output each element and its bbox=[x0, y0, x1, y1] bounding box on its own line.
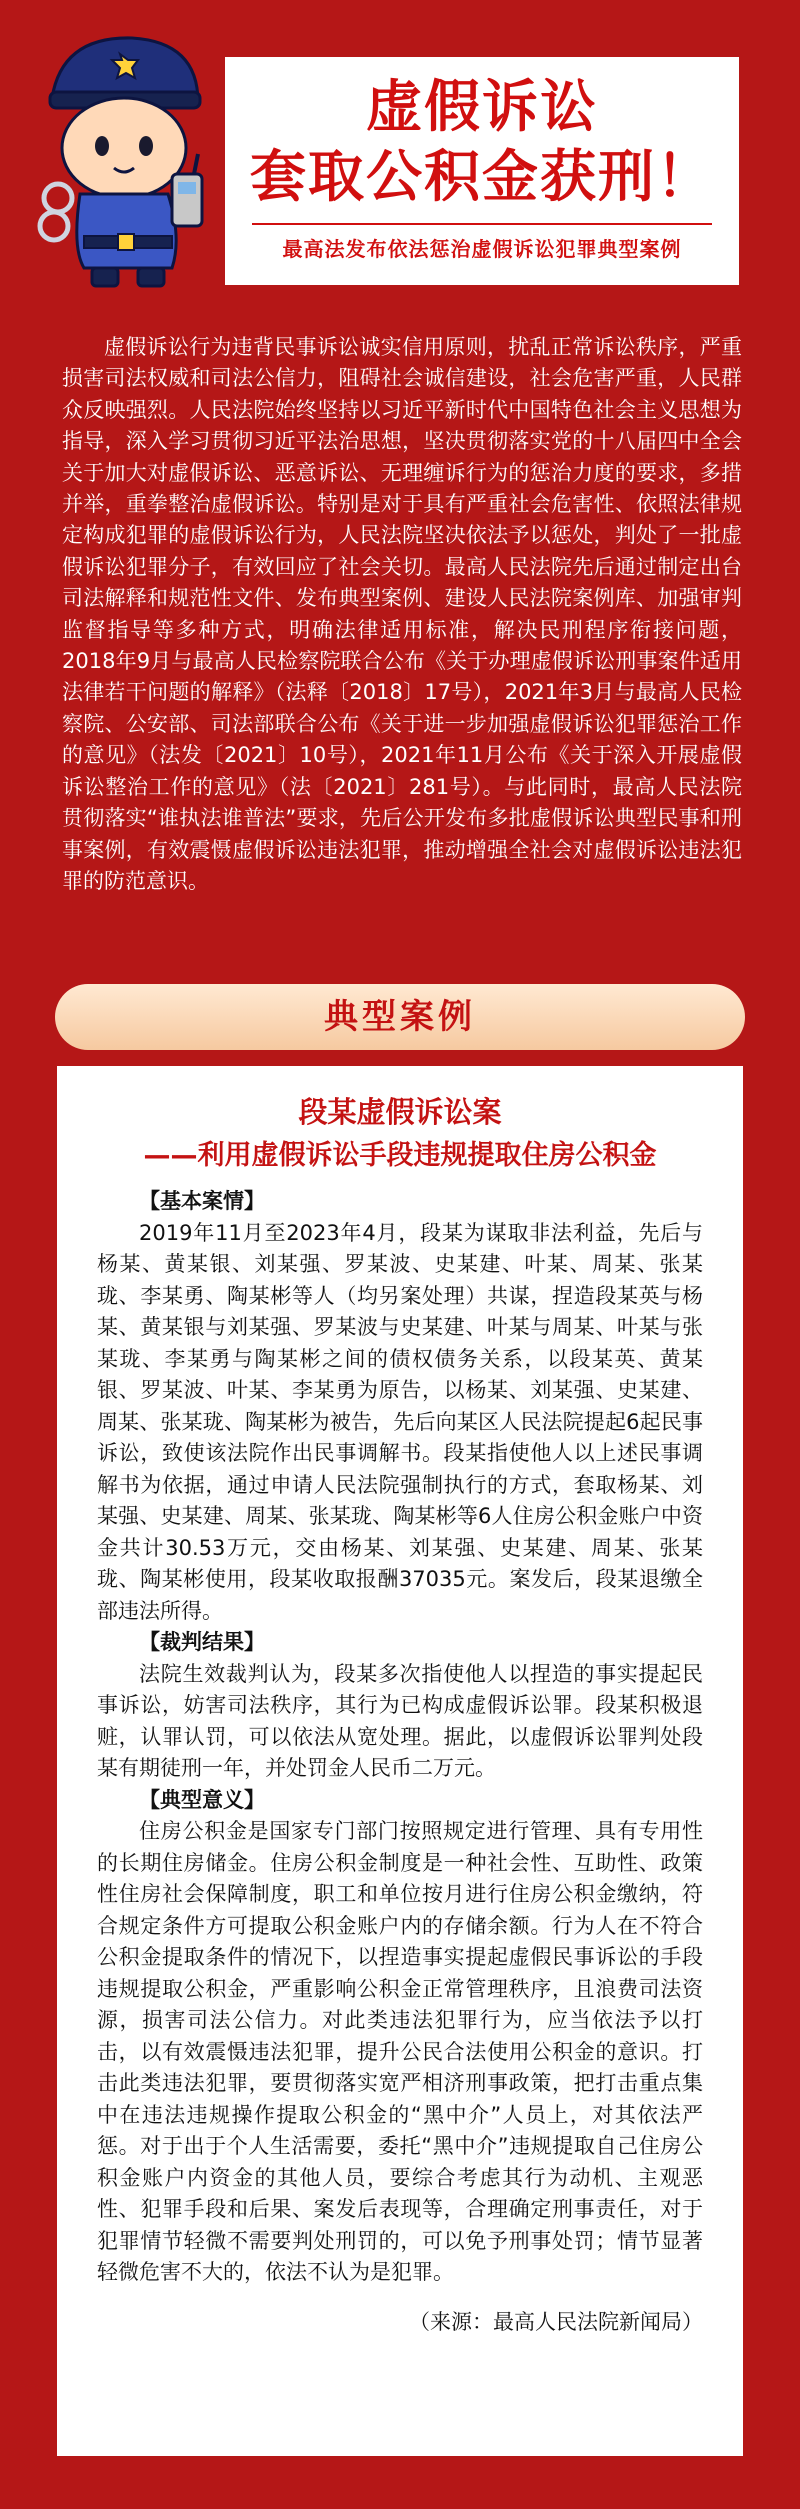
basic-facts-heading: 【基本案情】 bbox=[139, 1189, 265, 1213]
section-banner-label: 典型案例 bbox=[324, 997, 476, 1037]
case-card bbox=[57, 1066, 743, 2456]
verdict-text: 法院生效裁判认为，段某多次指使他人以捏造的事实提起民事诉讼，妨害司法秩序，其行为已构成虚假诉讼罪。段某积极退赃，认罪认罚，可以依法从宽处理。据此，以虚假诉讼罪判处段某有期徒刑一年，并处罚金人民币二万元。 bbox=[97, 1661, 703, 1780]
case-subtitle: ——利用虚假诉讼手段违规提取住房公积金 bbox=[143, 1140, 657, 1171]
significance-heading: 【典型意义】 bbox=[139, 1787, 265, 1812]
intro-paragraph: 虚假诉讼行为违背民事诉讼诚实信用原则，扰乱正常诉讼秩序，严重损害司法权威和司法公信力，阻碍社会诚信建设，社会危害严重，人民群众反映强烈。人民法院始终坚持以习近平新时代中国特色社会主义思想为指导，深入学习贯彻习近平法治思想，坚决贯彻落实党的十八届四中全会关于加大对虚假诉讼、恶意诉讼、无理缠诉行为的惩治力度的要求，多措并举，重拳整治虚假诉讼。特别是对于具有严重社会危害性、依照法律规定构成犯罪的虚假诉讼行为，人民法院坚决依法予以惩处，判处了一批虚假诉讼犯罪分子，有效回应了社会关切。最高人民法院先后通过制定出台司法解释和规范性文件、发布典型案例、建设人民法院案例库、加强审判监督指导等多种方式，明确法律适用标准，解决民刑程序衔接问题，2018年9月与最高人民检察院联合公布《关于办理虚假诉讼刑事案件适用法律若干问题的解释》（法释〔2018〕17号），2021年3月与最高人民检察院、公安部、司法部联合公布《关于进一步加强虚假诉讼犯罪惩治工作的意见》（法发〔2021〕10号），2021年11月公布《关于深入开展虚假诉讼整治工作的意见》（法〔2021〕281号）。与此同时，最高人民法院贯彻落实“谁执法谁普法”要求，先后公开发布多批虚假诉讼典型民事和刑事案例，有效震慑虚假诉讼违法犯罪，推动增强全社会对虚假诉讼违法犯罪的防范意识。 bbox=[62, 335, 742, 893]
verdict-heading: 【裁判结果】 bbox=[139, 1630, 265, 1654]
title-subtitle: 最高法发布依法惩治虚假诉讼犯罪典型案例 bbox=[282, 237, 682, 261]
main-title-line1: 虚假诉讼 bbox=[366, 75, 598, 140]
significance-text: 住房公积金是国家专门部门按照规定进行管理、具有专用性的长期住房储金。住房公积金制度是一种社会性、互助性、政策性住房社会保障制度，职工和单位按月进行住房公积金缴纳，符合规定条件方可提取公积金账户内的存储余额。行为人在不符合公积金提取条件的情况下，以捏造事实提起虚假民事诉讼的手段违规提取公积金，严重影响公积金正常管理秩序，且浪费司法资源，损害司法公信力。对此类违法犯罪行为，应当依法予以打击，以有效震慑违法犯罪，提升公民合法使用公积金的意识。打击此类违法犯罪，要贯彻落实宽严相济刑事政策，把打击重点集中在违法违规操作提取公积金的“黑中介”人员上，对其依法严惩。对于出于个人生活需要，委托“黑中介”违规提取自己住房公积金账户内资金的其他人员，要综合考虑其行为动机、主观恶性、犯罪手段和后果、案发后表现等，合理确定刑事责任，对于犯罪情节轻微不需要判处刑罚的，可以免予刑事处罚；情节显著轻微危害不大的，依法不认为是犯罪。 bbox=[97, 1819, 703, 2284]
basic-facts-text: 2019年11月至2023年4月，段某为谋取非法利益，先后与杨某、黄某银、刘某强、罗某波、史某建、叶某、周某、张某珑、李某勇、陶某彬等人（均另案处理）共谋，捏造段某英与杨某、黄某银与刘某强、罗某波与史某建、叶某与周某、叶某与张某珑、李某勇与陶某彬之间的债权债务关系，以段某英、黄某银、罗某波、叶某、李某勇为原告，以杨某、刘某强、史某建、周某、张某珑、陶某彬为被告，先后向某区人民法院提起6起民事诉讼，致使该法院作出民事调解书。段某指使他人以上述民事调解书为依据，通过申请人民法院强制执行的方式，套取杨某、刘某强、史某建、周某、张某珑、陶某彬等6人住房公积金账户中资金共计30.53万元，交由杨某、刘某强、史某建、周某、张某珑、陶某彬使用，段某收取报酬37035元。案发后，段某退缴全部违法所得。 bbox=[97, 1220, 703, 1623]
main-title-line2: 套取公积金获刑！ bbox=[250, 145, 714, 210]
title-divider bbox=[252, 223, 712, 225]
title-box bbox=[220, 52, 744, 290]
police-mascot-icon bbox=[22, 28, 218, 290]
section-banner bbox=[55, 984, 745, 1050]
source-note: （来源：最高人民法院新闻局） bbox=[409, 2309, 703, 2334]
case-title: 段某虚假诉讼案 bbox=[298, 1095, 502, 1129]
